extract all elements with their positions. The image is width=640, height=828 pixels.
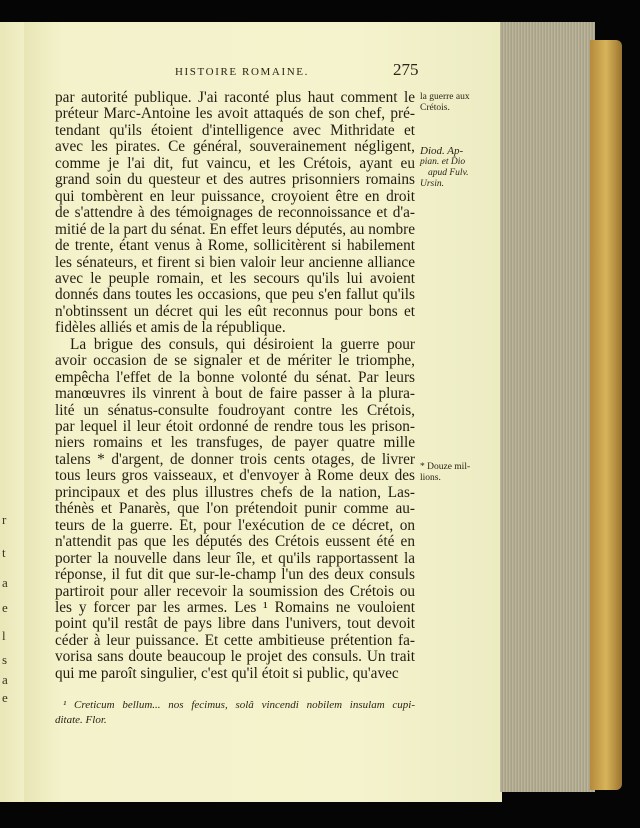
text-line: réponse, il fut dit que sur-le-champ l'un des deux consuls [55,566,415,584]
text-line: qui tombèrent en leur puissance, croyoient être en droit [55,187,415,205]
facing-page-fragment: e [2,600,8,615]
margin-note-citation [420,146,468,190]
text-line: talens * d'argent, de donner trois cents otages, de livrer [55,450,415,468]
margin-note [420,92,470,114]
facing-page-fragment: t [2,545,6,560]
text-line: point qu'il restât de pays libre dans l'univers, tout devoit [55,615,415,633]
running-head: HISTOIRE ROMAINE. [175,66,309,78]
text-line: avoir occasion de se signaler et de mériter le triomphe, [55,352,415,370]
margin-note-line: * Douze mil- [420,462,471,472]
text-line: vorisa sans doute beaucoup le projet des consuls. Un trait [55,648,415,666]
text-line: par lequel il leur étoit ordonné de rendre tous les prison- [55,418,415,435]
facing-page-fragment: s [2,652,8,667]
margin-note-line: Ursin. [420,179,445,189]
text-line: empêcha l'effet de la bonne volonté du sénat. Par leurs [55,368,415,386]
text-line: par autorité publique. J'ai raconté plus haut comment le [55,89,415,106]
text-line: tendant qu'ils étoient d'intelligence avec Mithridate et [55,121,415,139]
text-line: partiroit pour aller recevoir la soumission des Crétois ou [55,582,415,600]
text-line: avec les pirates. Ce général, souverainement négligent, [55,138,415,156]
text-line: préteur Marc-Antoine les avoit attaqués de son chef, pré- [55,105,415,123]
margin-note-line: lions. [420,473,441,483]
text-line: niers romains et les transfuges, de payer quatre mille [55,434,415,452]
text-line: La brigue des consuls, qui désiroient la guerre pour [70,335,415,353]
text-line: mitié de la part du sénat. En effet leurs députés, au nombre [55,220,415,238]
text-line: n'obtinssent un décret qui les eût reconnus pour bons et [55,302,415,320]
margin-note-line: pian. et Dio [420,157,466,167]
book-cover-edge [590,40,622,790]
text-line: fidèles alliés et amis de la république. [55,319,286,337]
footnote-line: ¹ Creticum bellum... nos fecimus, solâ vincendi nobilem insulam cupi- [63,699,415,711]
text-line: les y forcer par les armes. Les ¹ Romains ne vouloient [55,598,415,616]
margin-note-line: apud Fulv. [428,168,469,178]
text-line: les sénateurs, et firent si bien valoir leur ancienne alliance [55,253,415,271]
margin-note-line: Crétois. [420,103,450,113]
text-line: tous leurs gros vaisseaux, et d'envoyer à Rome deux des [55,467,415,485]
margin-note-line: Diod. Ap- [420,145,464,157]
text-line: de trente, étant venus à Rome, sollicitèrent si habilement [55,237,415,255]
facing-page-fragment: r [2,512,7,527]
facing-page-fragment: e [2,690,8,705]
text-line: n'attendit pas que les députés des Crétois eussent été en [55,533,415,551]
facing-page-fragment: a [2,672,8,687]
text-line: principaux et des plus illustres chefs de la nation, Las- [55,483,415,501]
text-line: qui me paroît singulier, c'est qu'il étoit si public, qu'avec [55,664,399,682]
margin-note-line: la guerre aux [420,92,470,102]
text-line: comme je l'ai dit, fut vaincu, et les Crétois, ayant eu [55,154,415,172]
text-line: donnés dans toutes les occasions, que peu s'en fallut qu'ils [55,286,415,304]
facing-page-fragment: a [2,575,8,590]
page-edges [500,22,595,792]
text-line: avec le peuple romain, et les secours qu'ils lui avoient [55,269,415,287]
text-line: thénès et Panarès, que l'on prétendoit punir comme au- [55,500,415,518]
text-line: manœuvres ils vinrent à bout de faire passer à la plura- [55,385,415,403]
text-line: céder à leur puissance. Et cette ambitieuse prétention fa- [55,631,415,649]
text-line: porter la nouvelle dans leur île, et qu'ils rapportassent la [55,549,415,567]
text-line: lité un sénatus-consulte foudroyant contre les Crétois, [55,401,415,419]
footnote-line: ditate. Flor. [55,714,107,726]
text-line: grand soin du questeur et des autres prisonniers romains [55,171,415,189]
facing-page-fragment: l [2,628,6,643]
text-line: teurs de la guerre. Et, pour l'exécution de ce décret, on [55,516,415,534]
margin-note-footnote [420,462,470,484]
page-number: 275 [393,60,419,79]
text-line: de s'attendre à des témoignages de reconnoissance et d'a- [55,204,415,222]
